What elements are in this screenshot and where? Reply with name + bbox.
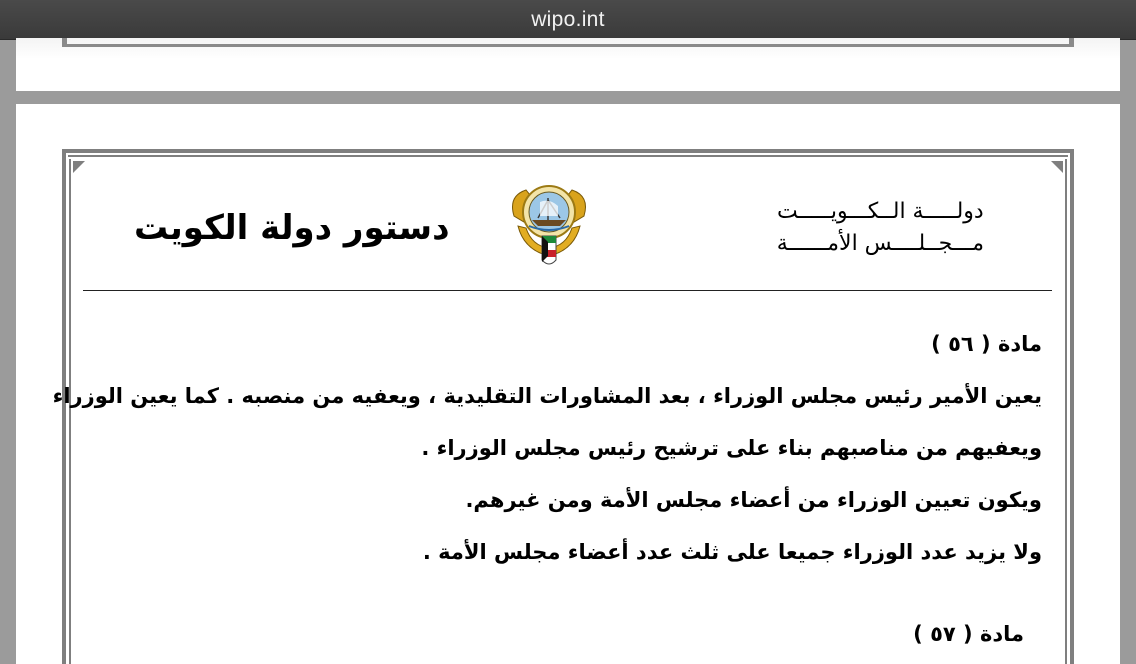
organization-header <box>777 196 984 260</box>
browser-address-bar[interactable] <box>0 0 1136 40</box>
article-line: ويكون تعيين الوزراء من أعضاء مجلس الأمة ومن غيرهم. <box>465 488 1042 512</box>
page-frame-inner <box>68 155 1068 157</box>
page-frame-right-inner <box>1065 159 1067 664</box>
url-text[interactable]: wipo.int <box>531 7 605 31</box>
frame-corner-left <box>73 161 85 173</box>
page-frame-right <box>1070 149 1074 664</box>
article-line: يعين الأمير رئيس مجلس الوزراء ، بعد المشاورات التقليدية ، ويعفيه من منصبه . كما يعين الوزراء <box>52 384 1042 408</box>
frame-corner-right <box>1051 161 1063 173</box>
article-line: ولا يزيد عدد الوزراء جميعا على ثلث عدد أعضاء مجلس الأمة . <box>422 540 1042 564</box>
next-article-title: مادة ( ٥٧ ) <box>913 622 1024 646</box>
previous-page <box>16 38 1120 91</box>
org-line-2: مـــجــلــــس الأمــــــة <box>776 231 984 256</box>
kuwait-emblem-icon <box>504 176 594 276</box>
page-frame-bottom <box>62 38 1074 47</box>
document-title: دستور دولة الكويت <box>134 208 450 248</box>
document-page <box>16 104 1120 664</box>
page-frame <box>62 149 1074 153</box>
org-line-1: دولـــــة الــكـــويـــــت <box>777 199 984 224</box>
article-body <box>52 326 1042 586</box>
article-line: ويعفيهم من مناصبهم بناء على ترشيح رئيس مجلس الوزراء . <box>421 436 1042 460</box>
article-title: مادة ( ٥٦ ) <box>931 332 1042 356</box>
header-divider <box>83 290 1052 291</box>
